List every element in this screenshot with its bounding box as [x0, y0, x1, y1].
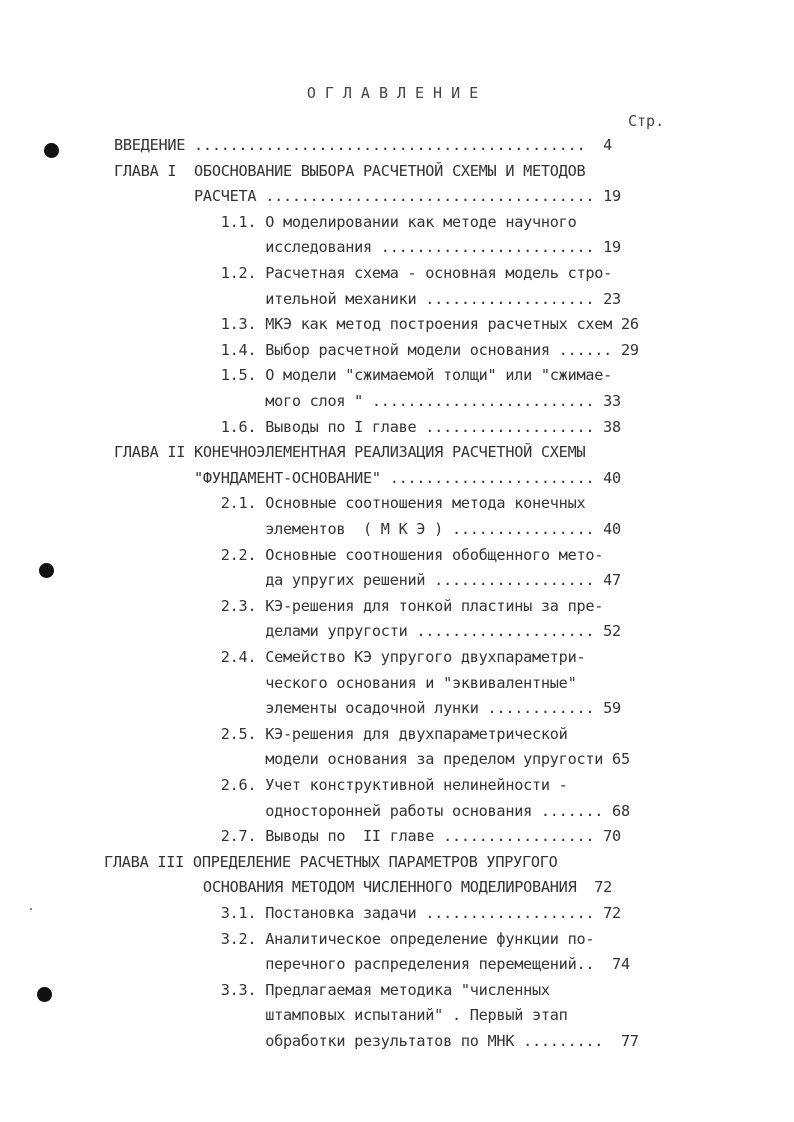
toc-line: да упругих решений .................. 47 — [114, 571, 621, 590]
toc-line: ОСНОВАНИЯ МЕТОДОМ ЧИСЛЕННОГО МОДЕЛИРОВАНИЯ 72 — [114, 878, 613, 897]
scan-speck — [30, 908, 32, 910]
page-column-label: Стр. — [628, 112, 665, 130]
toc-line: 2.7. Выводы по II главе ................. 70 — [114, 827, 621, 846]
toc-line: обработки результатов по МНК ......... 77 — [114, 1032, 639, 1050]
toc-line: ительной механики ................... 23 — [114, 289, 621, 308]
toc-line: 3.2. Аналитическое определение функции по- — [114, 929, 595, 948]
toc-line: ческого основания и "эквивалентные" — [114, 673, 577, 692]
toc-line: 2.5. КЭ-решения для двухпараметрической — [114, 724, 568, 743]
toc-line: 2.6. Учет конструктивной нелинейности - — [114, 776, 568, 794]
toc-line: ГЛАВА II КОНЕЧНОЭЛЕМЕНТНАЯ РЕАЛИЗАЦИЯ РАСЧЕТНОЙ СХЕМЫ — [114, 443, 586, 462]
toc-line: элементов ( М К Э ) ................ 40 — [114, 520, 621, 538]
toc-line: односторонней работы основания ....... 68 — [114, 801, 630, 820]
toc-line: 1.6. Выводы по I главе ................... 38 — [114, 417, 621, 436]
toc-line: 2.1. Основные соотношения метода конечных — [114, 494, 586, 513]
toc-line: 1.4. Выбор расчетной модели основания ...... 29 — [114, 340, 639, 359]
toc-line: модели основания за пределом упругости 65 — [114, 750, 630, 769]
toc-line: исследования ........................ 19 — [114, 238, 621, 257]
toc-line: элементы осадочной лунки ............ 59 — [114, 699, 621, 718]
toc-line: "ФУНДАМЕНТ-ОСНОВАНИЕ" ....................... 40 — [114, 468, 621, 487]
toc-line: 3.3. Предлагаемая методика "численных — [114, 980, 550, 999]
binder-hole-bottom — [37, 987, 52, 1002]
toc-line: штамповых испытаний" . Первый этап — [114, 1006, 568, 1025]
toc-line: ГЛАВА III ОПРЕДЕЛЕНИЕ РАСЧЕТНЫХ ПАРАМЕТРОВ УПРУГОГО — [104, 852, 558, 871]
binder-hole-top — [44, 143, 59, 158]
toc-line: 2.4. Семейство КЭ упругого двухпараметри- — [114, 648, 586, 666]
toc-line: мого слоя " ......................... 33 — [114, 392, 621, 410]
toc-line: 2.3. КЭ-решения для тонкой пластины за пре- — [114, 596, 604, 615]
toc-line: 1.3. МКЭ как метод построения расчетных схем 26 — [114, 315, 639, 334]
toc-line: 2.2. Основные соотношения обобщенного мето- — [114, 545, 604, 564]
toc-line: 3.1. Постановка задачи ................... 72 — [114, 904, 621, 922]
toc-line: 1.1. О моделировании как методе научного — [114, 212, 577, 231]
toc-line: 1.2. Расчетная схема - основная модель стро- — [114, 264, 613, 282]
toc-line: ГЛАВА I ОБОСНОВАНИЕ ВЫБОРА РАСЧЕТНОЙ СХЕМЫ И МЕТОДОВ — [114, 161, 586, 180]
toc-line: РАСЧЕТА ..................................... 19 — [114, 187, 621, 206]
toc-line: перечного распределения перемещений.. 74 — [114, 955, 630, 974]
toc-line: делами упругости .................... 52 — [114, 622, 621, 641]
toc-title: ОГЛАВЛЕНИЕ — [306, 84, 488, 102]
toc-line: 1.5. О модели "сжимаемой толщи" или "сжимае- — [114, 366, 613, 385]
binder-hole-middle — [39, 563, 54, 578]
toc-line: ВВЕДЕНИЕ ............................................ 4 — [114, 136, 613, 154]
